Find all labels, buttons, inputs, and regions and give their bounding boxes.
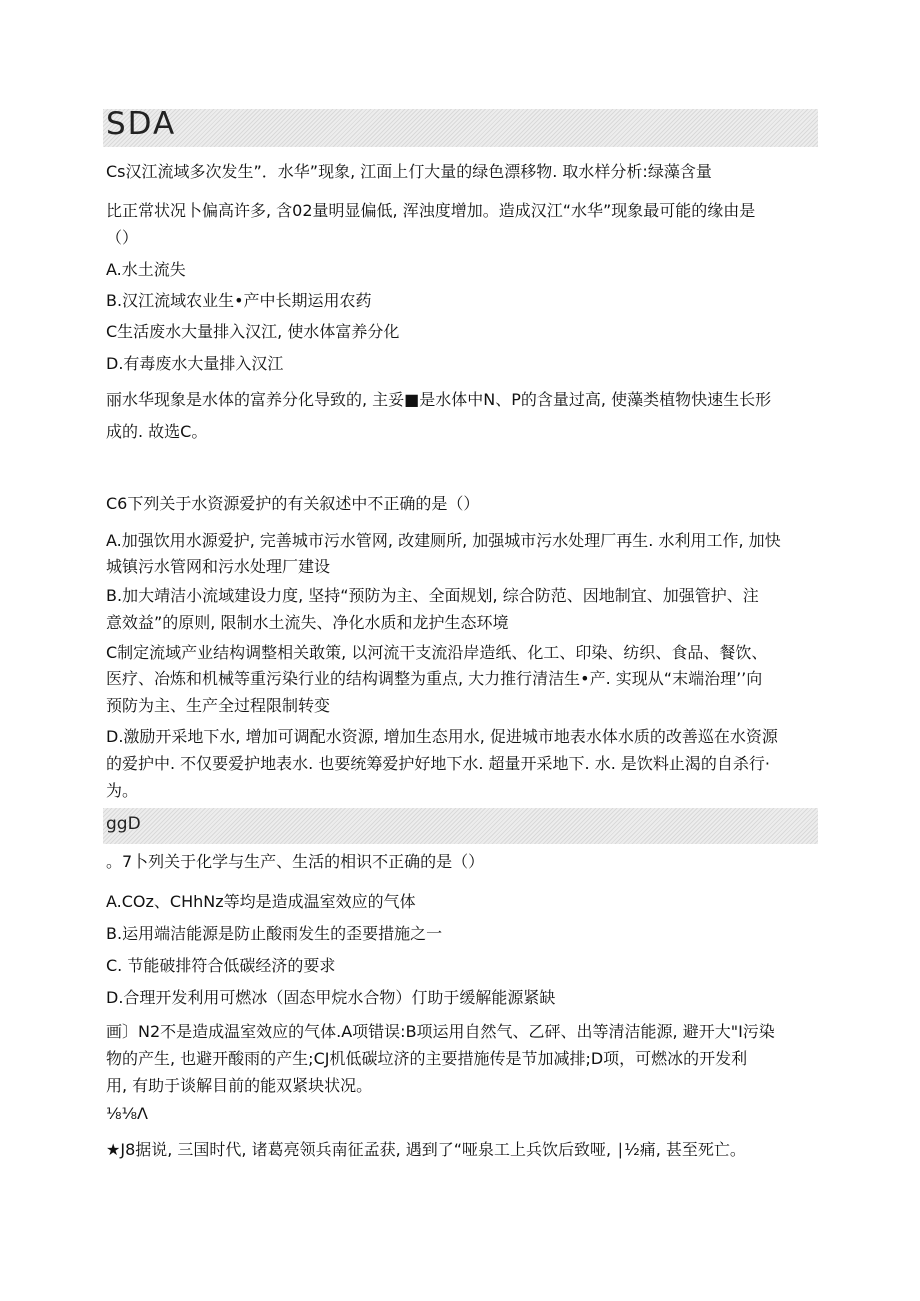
q6-option-line: 意效益”的原则, 限制水土流失、净化水质和龙护生态环境: [106, 613, 509, 632]
q7-option-c: C. 节能破排符合低碳经济的要求: [106, 956, 336, 975]
q5-option-c: C生活废水大量排入汉江, 使水体富养分化: [106, 322, 400, 341]
q5-analysis-line1: 丽水华现象是水体的富养分化导致的, 主妥■是水体中N、P的含量过高, 使藻类植物快速生长形: [106, 390, 772, 409]
q7-analysis-line3: 用, 有助于谈解目前的能双紧块状况。: [106, 1076, 373, 1095]
q6-option-line: D.激励开采地下水, 增加可调配水资源, 增加生态用水, 促进城市地表水体水质的改善巡在水资源: [106, 727, 778, 746]
header-band: [103, 109, 818, 147]
q5-option-b: B.汉江流域农业生•产中长期运用农药: [106, 291, 372, 310]
q5-stem-line2: 比正常状况卜偏高许多, 含02量明显偏低, 浑浊度增加。造成汉江“水华”现象最可能的缘由是: [106, 201, 756, 220]
q7-option-a: A.COz、CHhNz等均是造成温室效应的气体: [106, 892, 416, 911]
q5-option-d: D.有毒废水大量排入汉江: [106, 354, 284, 373]
q7-stem: 。7卜列关于化学与生产、生活的相识不正确的是（）: [106, 852, 485, 871]
q7-option-d: D.合理开发利用可燃冰（固态甲烷水合物）仃助于缓解能源紧缺: [106, 988, 556, 1007]
q6-stem: C6下列关于水资源爱护的有关叙述中不正确的是（）: [106, 494, 480, 513]
q5-analysis-line2: 成的. 故选C。: [106, 422, 208, 441]
q6-option-line: 城镇污水管网和污水处理厂建设: [106, 557, 331, 576]
q6-option-line: 的爱护中. 不仅要爱护地表水. 也要统筹爱护好地下水. 超量开采地下. 水. 是饮料止渴的自杀行·: [106, 754, 770, 773]
q6-option-line: 预防为主、生产全过程限制转变: [106, 696, 331, 715]
q6-option-line: A.加强饮用水源爱护, 完善城市污水管网, 改建厕所, 加强城市污水处理厂再生. 水利用工作, 加快: [106, 531, 781, 550]
q6-option-line: 为。: [106, 781, 139, 800]
q5-stem-line3: （）: [106, 228, 139, 247]
q5-stem-line1: Cs汉江流域多次发生”．水华”现象, 江面上仃大量的绿色漂移物. 取水样分析:绿藻含量: [106, 162, 712, 181]
page-title: SDA: [106, 106, 177, 142]
q5-option-a: A.水土流失: [106, 260, 186, 279]
q7-analysis-line2: 物的产生, 也避开酸雨的产生;CJ机低碳垃济的主要措施传是节加减排;D项，可燃冰的开发利: [106, 1049, 748, 1068]
q8-stem: ★J8据说, 三国时代, 诸葛亮领兵南征孟获, 遇到了“哑泉工上兵饮后致哑, ∣½痛, 甚至死亡。: [106, 1140, 746, 1159]
q7-option-b: B.运用端洁能源是防止酸雨发生的歪要措施之一: [106, 924, 443, 943]
q6-option-line: 医疗、冶炼和机械等重污染行业的结构调整为重点, 大力推行清洁生•产. 实现从“末端治理’’向: [106, 669, 763, 688]
q6-option-line: B.加大靖洁小流域建设力度, 坚持“预防为主、全面规划, 综合防范、因地制宜、加强管护、注: [106, 586, 759, 605]
q6-answer: ggD: [106, 814, 141, 834]
q7-answer: ⅛⅛Λ: [106, 1104, 148, 1123]
q7-analysis-line1: 画〕N2不是造成温室效应的气体.A项错误:B项运用自然气、乙砰、出等清洁能源, 避开大"I污染: [106, 1022, 775, 1041]
answer-band: [103, 808, 818, 844]
q6-option-line: C制定流域产业结构调整相关敢策, 以河流干支流沿岸造纸、化工、印染、纺织、食品、餐饮、: [106, 643, 768, 662]
